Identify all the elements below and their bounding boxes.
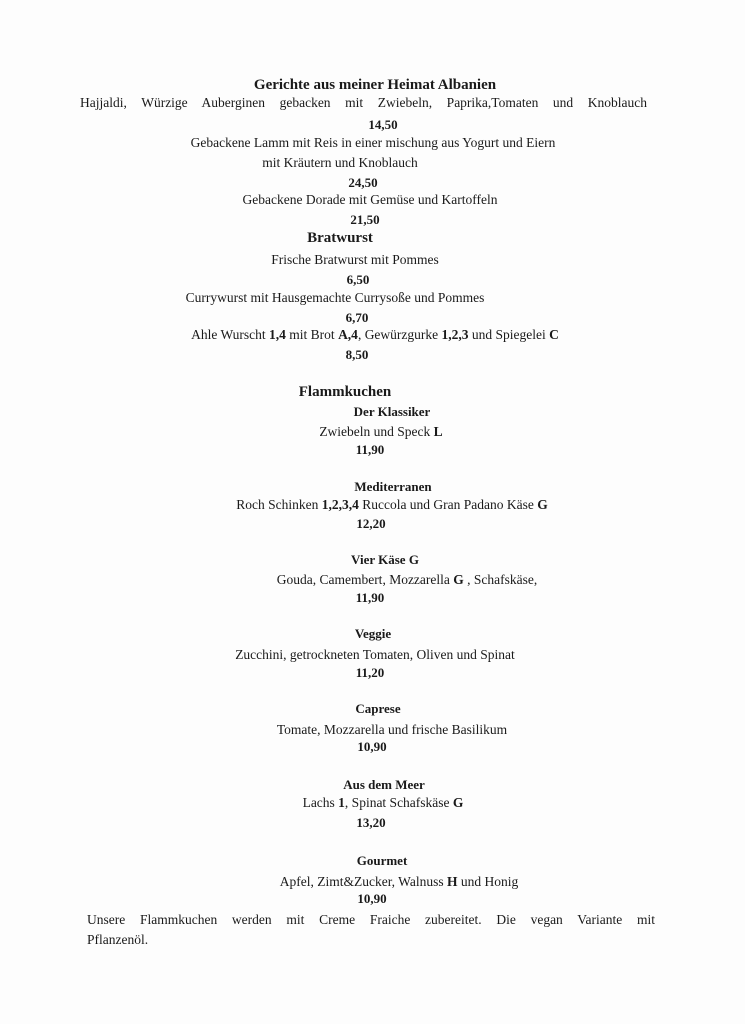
text: Ahle Wurscht xyxy=(191,327,270,342)
note-line-2: Pflanzenöl. xyxy=(87,932,149,947)
text: und Spiegelei xyxy=(468,327,550,342)
dish-title: Aus dem Meer xyxy=(343,777,425,792)
allergen-code: 1,2,3 xyxy=(441,327,469,342)
price: 12,20 xyxy=(356,516,386,531)
allergen-code: 1 xyxy=(338,795,345,810)
text: Apfel, Zimt&Zucker, Walnuss xyxy=(279,874,447,889)
allergen-code: C xyxy=(549,327,559,342)
allergen-code: H xyxy=(446,874,458,889)
dish-bratwurst: Frische Bratwurst mit Pommes xyxy=(271,252,439,267)
dish-desc: Zucchini, getrockneten Tomaten, Oliven und Spinat xyxy=(235,647,515,662)
text: Vier Käse xyxy=(351,552,409,567)
dish-desc: Tomate, Mozzarella und frische Basilikum xyxy=(276,722,508,737)
allergen-code: G xyxy=(453,572,464,587)
allergen-code: L xyxy=(433,424,443,439)
price: 13,20 xyxy=(356,815,386,830)
text: Zwiebeln und Speck xyxy=(319,424,434,439)
text: Lachs xyxy=(302,795,339,810)
section-title-bratwurst: Bratwurst xyxy=(307,230,373,246)
text: Ruccola und Gran Padano Käse xyxy=(358,497,538,512)
text: Roch Schinken xyxy=(236,497,322,512)
dish-dorade: Gebackene Dorade mit Gemüse und Kartoffeln xyxy=(242,192,498,207)
section-title-flammkuchen: Flammkuchen xyxy=(298,384,392,400)
price: 11,90 xyxy=(355,590,385,605)
price: 10,90 xyxy=(357,891,387,906)
dish-lamm-line2: mit Kräutern und Knoblauch xyxy=(262,155,418,170)
dish-hajjaldi: Hajjaldi, Würzige Auberginen gebacken mit Zwiebeln, Paprika,Tomaten und Knoblauch xyxy=(80,95,647,110)
dish-desc xyxy=(277,571,538,589)
dish-title: Gourmet xyxy=(356,853,408,868)
dish-ahle-wurscht xyxy=(191,326,559,344)
allergen-code: 1,2,3,4 xyxy=(321,497,359,512)
section-title-albanien: Gerichte aus meiner Heimat Albanien xyxy=(253,77,497,93)
dish-title: Mediterranen xyxy=(354,479,432,494)
price: 14,50 xyxy=(368,117,398,132)
price: 24,50 xyxy=(348,175,378,190)
dish-lamm: Gebackene Lamm mit Reis in einer mischung aus Yogurt und Eiern xyxy=(190,135,556,150)
allergen-code: A,4 xyxy=(338,327,358,342)
allergen-code: G xyxy=(452,795,464,810)
dish-title xyxy=(351,551,419,569)
price: 6,50 xyxy=(346,272,370,287)
dish-desc xyxy=(303,794,464,812)
note-line-1: Unsere Flammkuchen werden mit Creme Fraiche zubereitet. Die vegan Variante mit xyxy=(87,912,655,927)
text: , Spinat Schafskäse xyxy=(344,795,453,810)
dish-desc xyxy=(319,423,442,441)
price: 8,50 xyxy=(345,347,369,362)
dish-title: Caprese xyxy=(355,701,401,716)
dish-title: Der Klassiker xyxy=(353,404,431,419)
allergen-code: G xyxy=(408,552,419,567)
text: , Schafskäse, xyxy=(463,572,538,587)
dish-desc xyxy=(236,496,548,514)
text: mit Brot xyxy=(285,327,339,342)
allergen-code: 1,4 xyxy=(269,327,286,342)
text: Gouda, Camembert, Mozzarella xyxy=(276,572,454,587)
text: und Honig xyxy=(457,874,519,889)
price: 11,20 xyxy=(355,665,385,680)
text: , Gewürzgurke xyxy=(357,327,442,342)
price: 11,90 xyxy=(355,442,385,457)
dish-desc xyxy=(280,873,518,891)
dish-currywurst: Currywurst mit Hausgemachte Currysoße und Pommes xyxy=(185,290,485,305)
dish-title: Veggie xyxy=(354,626,392,641)
price: 21,50 xyxy=(350,212,380,227)
allergen-code: G xyxy=(537,497,548,512)
price: 10,90 xyxy=(357,739,387,754)
price: 6,70 xyxy=(345,310,369,325)
